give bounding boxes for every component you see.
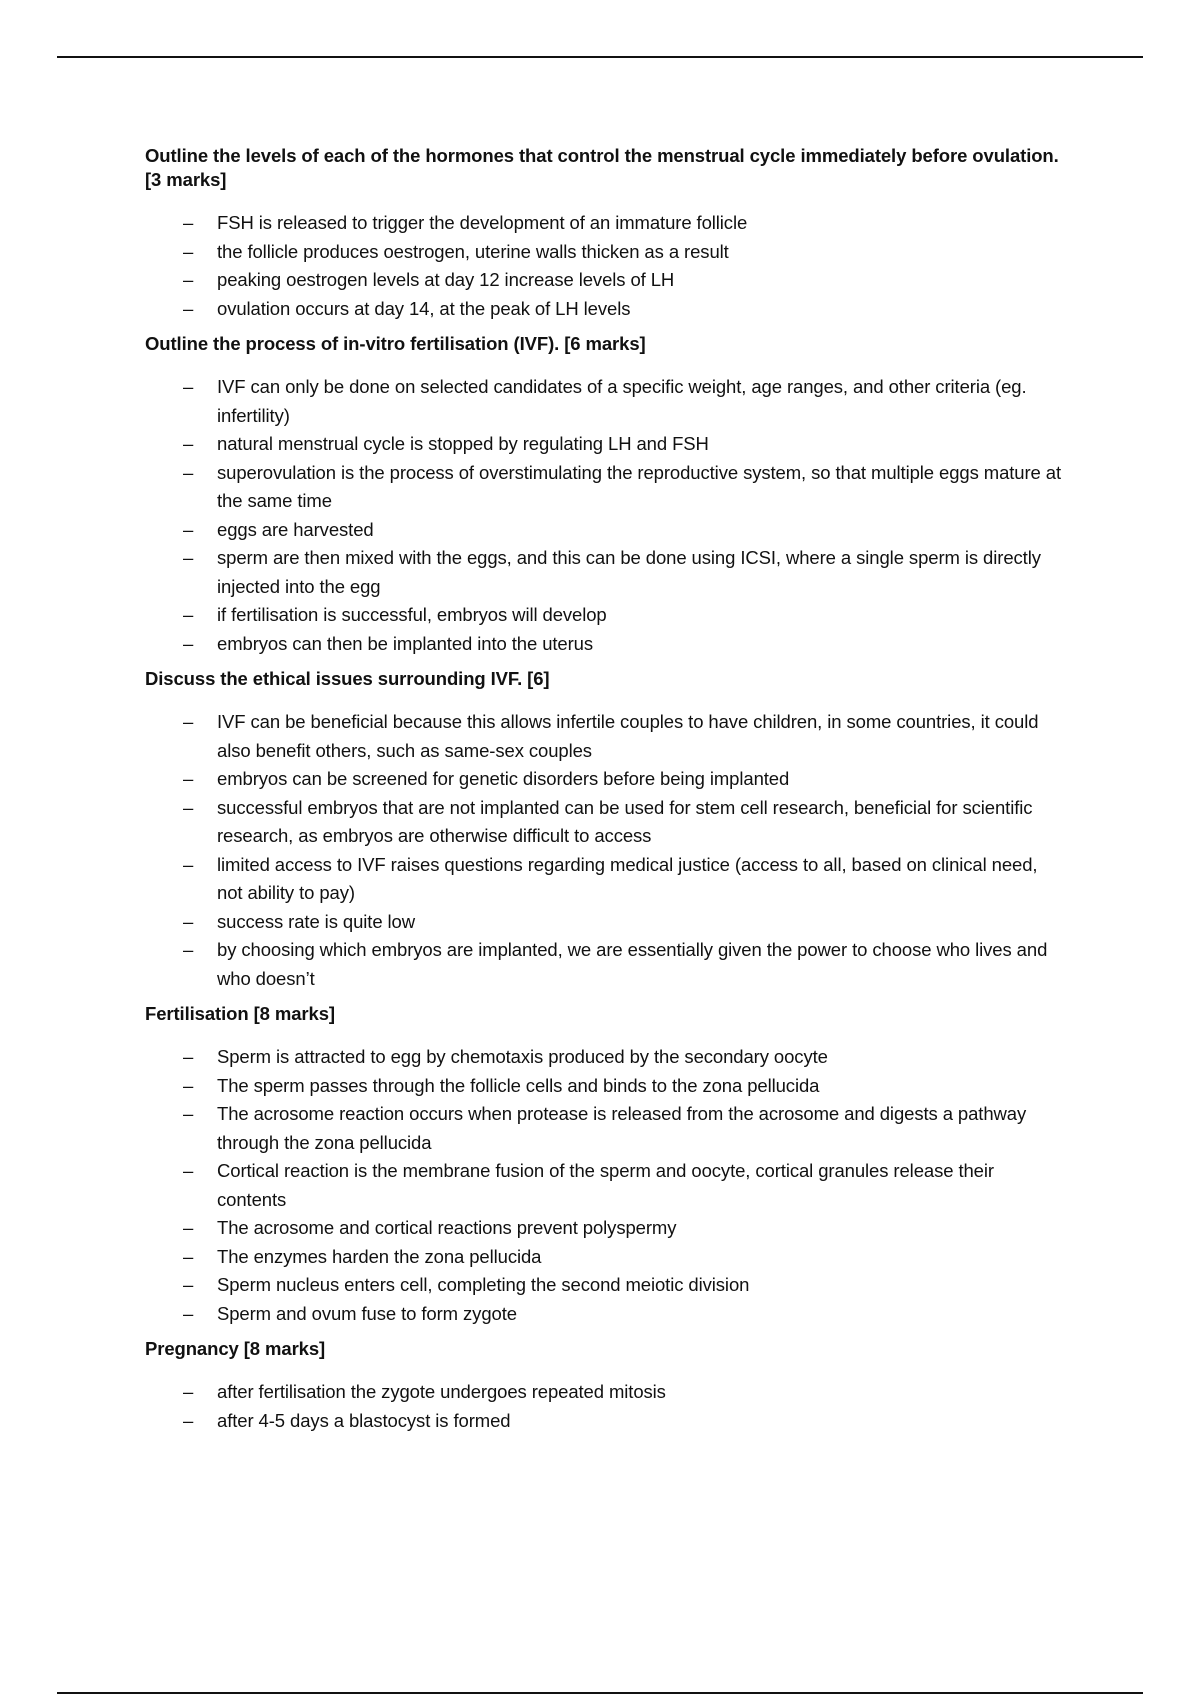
list-item: [145, 1072, 1065, 1101]
dash-bullet-icon: –: [183, 1381, 194, 1402]
section-fertilisation: [145, 1002, 1065, 1328]
dash-bullet-icon: –: [183, 1103, 194, 1124]
dash-bullet-icon: –: [183, 1274, 194, 1295]
list-item-text: The enzymes harden the zona pellucida: [217, 1245, 542, 1267]
dash-bullet-icon: –: [183, 1046, 194, 1067]
dash-bullet-icon: –: [183, 910, 194, 932]
list-item-text: if fertilisation is successful, embryos will develop: [217, 604, 607, 625]
dash-bullet-icon: –: [183, 939, 194, 960]
list-item-text: IVF can only be done on selected candidates of a specific weight, age ranges, and other criteria (eg. infertility): [217, 376, 1027, 426]
list-item: [145, 708, 1065, 765]
dash-bullet-icon: –: [183, 796, 194, 818]
dash-bullet-icon: –: [183, 1160, 194, 1181]
list-item-text: ovulation occurs at day 14, at the peak of LH levels: [217, 297, 631, 319]
list-item-text: peaking oestrogen levels at day 12 increase levels of LH: [217, 269, 675, 290]
dash-bullet-icon: –: [183, 632, 194, 654]
list-item-text: limited access to IVF raises questions regarding medical justice (access to all, based on clinical need, not ability to pay): [217, 853, 1038, 903]
list-item: [145, 908, 1065, 937]
list-item: [145, 1271, 1065, 1300]
list-item: [145, 936, 1065, 993]
list-item: [145, 238, 1065, 267]
dash-bullet-icon: –: [183, 212, 194, 233]
list-item: [145, 851, 1065, 908]
list-item-text: after 4-5 days a blastocyst is formed: [217, 1409, 511, 1431]
dash-bullet-icon: –: [183, 376, 194, 397]
list-item-text: embryos can be screened for genetic disorders before being implanted: [217, 768, 790, 789]
bullet-list: [145, 1378, 1065, 1435]
document-body: [145, 144, 1065, 1444]
list-item-text: The sperm passes through the follicle cells and binds to the zona pellucida: [217, 1074, 820, 1096]
list-item: [145, 459, 1065, 516]
list-item-text: IVF can be beneficial because this allows infertile couples to have children, in some countries, it could also benefit others, such as same-sex couples: [217, 711, 1039, 761]
dash-bullet-icon: –: [183, 711, 194, 732]
bullet-list: [145, 373, 1065, 658]
list-item-text: natural menstrual cycle is stopped by regulating LH and FSH: [217, 433, 709, 454]
dash-bullet-icon: –: [183, 269, 194, 290]
top-rule: [57, 56, 1143, 58]
list-item-text: embryos can then be implanted into the uterus: [217, 632, 594, 654]
list-item: [145, 373, 1065, 430]
dash-bullet-icon: –: [183, 1302, 194, 1324]
list-item-text: by choosing which embryos are implanted, we are essentially given the power to choose who lives and who doesn’t: [217, 939, 1048, 989]
list-item-text: The acrosome and cortical reactions prevent polyspermy: [217, 1217, 677, 1238]
bottom-rule: [57, 1692, 1143, 1694]
list-item: [145, 544, 1065, 601]
dash-bullet-icon: –: [183, 1217, 194, 1238]
list-item: [145, 1043, 1065, 1072]
list-item: [145, 1407, 1065, 1436]
list-item: [145, 1300, 1065, 1329]
section-heading: Pregnancy [8 marks]: [145, 1338, 326, 1359]
dash-bullet-icon: –: [183, 1409, 194, 1431]
list-item: [145, 209, 1065, 238]
list-item-text: The acrosome reaction occurs when protease is released from the acrosome and digests a pathway through the zona pellucida: [217, 1103, 1027, 1153]
list-item-text: after fertilisation the zygote undergoes repeated mitosis: [217, 1381, 666, 1402]
list-item-text: the follicle produces oestrogen, uterine walls thicken as a result: [217, 240, 729, 262]
section-heading: Outline the levels of each of the hormones that control the menstrual cycle immediately before ovulation. [3 marks]: [145, 145, 1059, 190]
list-item: [145, 1100, 1065, 1157]
list-item: [145, 1157, 1065, 1214]
list-item-text: success rate is quite low: [217, 910, 416, 932]
list-item-text: successful embryos that are not implanted can be used for stem cell research, beneficial for scientific research, as embryos are otherwise difficult to access: [217, 796, 1033, 846]
list-item: [145, 430, 1065, 459]
list-item: [145, 1378, 1065, 1407]
list-item-text: eggs are harvested: [217, 518, 374, 540]
section-heading: Discuss the ethical issues surrounding IVF. [6]: [145, 668, 550, 689]
dash-bullet-icon: –: [183, 461, 194, 483]
list-item: [145, 765, 1065, 794]
section-heading: Outline the process of in-vitro fertilisation (IVF). [6 marks]: [145, 333, 646, 354]
dash-bullet-icon: –: [183, 768, 194, 789]
list-item-text: sperm are then mixed with the eggs, and this can be done using ICSI, where a single sperm is directly injected into the egg: [217, 547, 1041, 597]
list-item-text: Sperm and ovum fuse to form zygote: [217, 1302, 517, 1324]
list-item-text: Cortical reaction is the membrane fusion of the sperm and oocyte, cortical granules release their contents: [217, 1160, 994, 1210]
list-item-text: Sperm is attracted to egg by chemotaxis produced by the secondary oocyte: [217, 1046, 828, 1067]
list-item-text: Sperm nucleus enters cell, completing the second meiotic division: [217, 1274, 750, 1295]
list-item: [145, 1243, 1065, 1272]
bullet-list: [145, 209, 1065, 323]
list-item-text: superovulation is the process of overstimulating the reproductive system, so that multiple eggs mature at the same time: [217, 461, 1062, 511]
dash-bullet-icon: –: [183, 518, 194, 540]
dash-bullet-icon: –: [183, 1074, 194, 1096]
section-heading: Fertilisation [8 marks]: [145, 1003, 335, 1024]
dash-bullet-icon: –: [183, 1245, 194, 1267]
dash-bullet-icon: –: [183, 240, 194, 262]
bullet-list: [145, 1043, 1065, 1328]
section-pregnancy: [145, 1337, 1065, 1435]
section-menstrual-hormones: [145, 144, 1065, 323]
list-item: [145, 1214, 1065, 1243]
list-item: [145, 630, 1065, 659]
bullet-list: [145, 708, 1065, 993]
dash-bullet-icon: –: [183, 853, 194, 875]
dash-bullet-icon: –: [183, 547, 194, 568]
dash-bullet-icon: –: [183, 297, 194, 319]
dash-bullet-icon: –: [183, 433, 194, 454]
list-item: [145, 295, 1065, 324]
list-item: [145, 266, 1065, 295]
dash-bullet-icon: –: [183, 604, 194, 625]
list-item: [145, 516, 1065, 545]
section-ivf-process: [145, 332, 1065, 658]
list-item-text: FSH is released to trigger the development of an immature follicle: [217, 212, 748, 233]
list-item: [145, 601, 1065, 630]
list-item: [145, 794, 1065, 851]
section-ivf-ethics: [145, 667, 1065, 993]
